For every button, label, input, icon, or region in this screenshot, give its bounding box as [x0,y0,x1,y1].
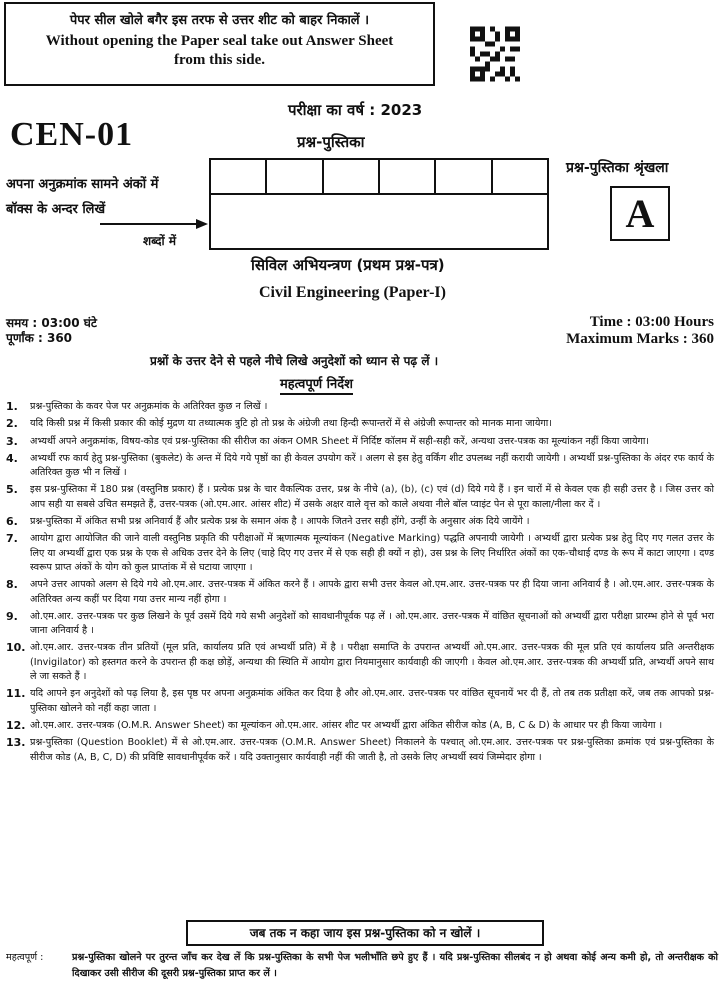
subject-english: Civil Engineering (Paper-I) [259,284,446,301]
instruction-text: अपने उत्तर आपको अलग से दिये गये ओ.एम.आर. उत्तर-पत्रक में अंकित करने हैं । आपके द्वारा सभी उत्तर केवल ओ.एम.आर. उत्तर-पत्रक पर ही दिया जाना अनिवार्य है । ओ.एम.आर. उत्तर-पत्रक के अतिरिक्त अन्य कहीं पर दिया गया उत्तर मान्य नहीं होगा । [30,579,714,605]
instruction-item [6,435,714,449]
instruction-number: 13. [6,736,26,750]
time-marks-hindi [6,316,97,346]
roll-number-instruction [6,172,206,222]
instruction-number: 5. [6,483,18,497]
instruction-text: प्रश्न-पुस्तिका में अंकित सभी प्रश्न अनिवार्य हैं और प्रत्येक प्रश्न के समान अंक है । आपके जितने उत्तर सही होंगे, उन्हीं के अनुसार अंक दिये जायेंगे । [30,516,530,528]
instruction-item [6,452,714,481]
instruction-item [6,400,714,414]
seal-notice-english-line2: from this side. [174,52,265,68]
exam-year: परीक्षा का वर्ष : 2023 [288,101,423,119]
instruction-item [6,641,714,684]
instruction-text: ओ.एम.आर. उत्तर-पत्रक तीन प्रतियों (मूल प्रति, कार्यालय प्रति एवं अभ्यर्थी प्रति) में है । परीक्षा समाप्ति के उपरान्त अभ्यर्थी ओ.एम.आर. उत्तर-पत्रक की मूल प्रति एवं कार्यालय प्रति अन्तरीक्षक (Invigilator) को हस्तगत करने के उपरान्त ही कक्ष छोड़ें, अन्यथा की स्थिति में आयोग द्वारा नियमानुसार कार्यवाही की जाएगी । केवल ओ.एम.आर. उत्तर-पत्रक की अभ्यर्थी प्रति, अभ्यर्थी अपने साथ ले जा सकते हैं । [30,642,714,683]
series-value: A [610,186,670,241]
qr-code-icon [470,26,520,82]
important-note-text: प्रश्न-पुस्तिका खोलने पर तुरन्त जाँच कर देख लें कि प्रश्न-पुस्तिका के सभी पेज भलीभाँति छपे हुए हैं । यदि प्रश्न-पुस्तिका सीलबंद न हो अथवा कोई अन्य कमी हो, तो अन्तरीक्षक को दिखाकर उसी सीरीज की दूसरी प्रश्न-पुस्तिका प्राप्त कर लें । [72,952,718,979]
do-not-open-banner: जब तक न कहा जाय इस प्रश्न-पुस्तिका को न खोलें । [186,920,544,946]
roll-instruction-line2: बॉक्स के अन्दर लिखें [6,202,106,217]
important-instructions-heading: महत्वपूर्ण निर्देश [280,374,353,395]
instruction-item [6,483,714,512]
roll-number-digit-boxes[interactable] [209,158,549,195]
instruction-number: 8. [6,578,18,592]
instruction-number: 3. [6,434,18,448]
important-label: महत्वपूर्ण : [6,952,44,963]
instruction-item [6,687,714,716]
instruction-text: इस प्रश्न-पुस्तिका में 180 प्रश्न (वस्तुनिष्ठ प्रकार) हैं । प्रत्येक प्रश्न के चार वैकल्पिक उत्तर, प्रश्न के नीचे (a), (b), (c) एवं (d) दिये गये हैं । इन चारों में से केवल एक ही सही उत्तर है । जिस उत्तर को आप सही या सबसे उचित समझते हैं, उत्तर-पत्रक (ओ.एम.आर. आंसर शीट) में उसके अक्षर वाले वृत्त को काले अथवा नीले बॉल प्वाइंट पेन से पूरा काला/नीला कर दें । [30,484,714,510]
roll-digit-box[interactable] [211,160,267,193]
instruction-number: 9. [6,609,18,623]
roll-number-words-box[interactable] [209,193,549,250]
marks-english: Maximum Marks : 360 [566,331,714,347]
instruction-item [6,515,714,529]
instruction-number: 2. [6,417,18,431]
instruction-text: ओ.एम.आर. उत्तर-पत्रक (O.M.R. Answer Sheet) का मूल्यांकन ओ.एम.आर. आंसर शीट पर अभ्यर्थी द्वारा अंकित सीरीज कोड (A, B, C & D) के आधार पर ही किया जायेगा । [30,719,663,731]
instruction-number: 4. [6,451,18,465]
roll-digit-box[interactable] [324,160,380,193]
roll-digit-box[interactable] [267,160,323,193]
instructions-list [6,400,714,768]
instruction-item [6,532,714,575]
roll-digit-box[interactable] [493,160,547,193]
subject-hindi: सिविल अभियन्त्रण (प्रथम प्रश्न-पत्र) [251,256,445,274]
instruction-number: 10. [6,641,26,655]
booklet-title: प्रश्न-पुस्तिका [297,133,365,151]
arrow-right-icon [100,218,208,230]
marks-hindi: पूर्णांक : 360 [6,331,73,345]
instruction-text: प्रश्न-पुस्तिका (Question Booklet) में से ओ.एम.आर. उत्तर-पत्रक (O.M.R. Answer Sheet) निकालने के पश्चात् ओ.एम.आर. उत्तर-पत्रक पर प्रश्न-पुस्तिका क्रमांक एवं प्रश्न-पुस्तिका के सीरीज कोड (A, B, C, D) की प्रविष्टि सावधानीपूर्वक करें । यदि उक्तानुसार कार्यवाही नहीं की जाती है, तो उसके लिए अभ्यर्थी स्वयं जिम्मेदार होगा । [30,737,714,763]
instruction-item [6,610,714,639]
roll-digit-box[interactable] [436,160,492,193]
instruction-number: 6. [6,515,18,529]
instruction-item [6,719,714,733]
seal-notice-english-line1: Without opening the Paper seal take out Answer Sheet [45,33,394,49]
series-label: प्रश्न-पुस्तिका श्रृंखला [566,160,669,176]
instruction-text: यदि आपने इन अनुदेशों को पढ़ लिया है, इस पृष्ठ पर अपना अनुक्रमांक अंकित कर दिया है और ओ.एम.आर. उत्तर-पत्रक पर वांछित सूचनायें भर दी हैं, तो तब तक प्रतीक्षा करें, जब तक आपको प्रश्न-पुस्तिका खोलने को नहीं कहा जाता । [30,688,714,714]
instruction-number: 1. [6,400,18,413]
instruction-item [6,578,714,607]
instruction-number: 11. [6,687,26,701]
instruction-text: अभ्यर्थी अपने अनुक्रमांक, विषय-कोड एवं प्रश्न-पुस्तिका की सीरीज का अंकन OMR Sheet में निर्दिष्ट कॉलम में सही-सही करें, अन्यथा उत्तर-पत्रक का मूल्यांकन नहीं किया जायेगा। [30,435,650,447]
instruction-text: प्रश्न-पुस्तिका के कवर पेज पर अनुक्रमांक के अतिरिक्त कुछ न लिखें । [30,401,268,412]
seal-notice-hindi: पेपर सील खोले बगैर इस तरफ से उत्तर शीट को बाहर निकालें । [69,13,370,28]
instruction-text: ओ.एम.आर. उत्तर-पत्रक पर कुछ लिखने के पूर्व उसमें दिये गये सभी अनुदेशों को सावधानीपूर्वक पढ़ लें । ओ.एम.आर. उत्तर-पत्रक में वांछित सूचनाओं को अभ्यर्थी द्वारा परीक्षा प्रारम्भ होने से पूर्व भरा जाना अनिवार्य है । [30,610,714,637]
time-marks-english [566,314,714,348]
instruction-item [6,417,714,431]
instruction-text: आयोग द्वारा आयोजित की जाने वाली वस्तुनिष्ठ प्रकृति की परीक्षाओं में ऋणात्मक मूल्यांकन (Negative Marking) पद्धति अपनायी जायेगी । अभ्यर्थी द्वारा प्रत्येक प्रश्न हेतु दिए गए गलत उत्तर के लिए या अभ्यर्थी द्वारा एक प्रश्न के एक से अधिक उत्तर देने के लिए (चाहे दिए गए उत्तर में से एक सही ही क्यों न हो), उस प्रश्न के लिए निर्धारित अंकों का एक-चौथाई दण्ड के रूप में काटा जाएगा । दण्ड स्वरूप प्राप्त अंकों के योग को कुल प्राप्तांक में से घटाया जाएगा । [30,533,714,573]
read-instructions-note: प्रश्नों के उत्तर देने से पहले नीचे लिखे अनुदेशों को ध्यान से पढ़ लें । [150,354,439,368]
instruction-text: यदि किसी प्रश्न में किसी प्रकार की कोई मुद्रण या तथ्यात्मक त्रुटि हो तो प्रश्न के अंग्रेजी तथा हिन्दी रूपान्तरों में से अंग्रेजी रूपान्तर को मानक माना जायेगा। [30,418,552,430]
in-words-label: शब्दों में [143,234,176,248]
paper-code: CEN-01 [10,116,134,153]
roll-instruction-line1: अपना अनुक्रमांक सामने अंकों में [6,177,159,192]
roll-digit-box[interactable] [380,160,436,193]
instruction-number: 12. [6,718,26,732]
instruction-number: 7. [6,532,18,546]
time-english: Time : 03:00 Hours [589,314,714,330]
important-note [6,950,718,982]
instruction-text: अभ्यर्थी रफ कार्य हेतु प्रश्न-पुस्तिका (बुकलेट) के अन्त में दिये गये पृष्ठों का ही केवल उपयोग करें । अलग से इस हेतु वर्किंग शीट उपलब्ध नहीं करायी जायेगी । अभ्यर्थी प्रश्न-पुस्तिका के अंदर रफ कार्य के अतिरिक्त कुछ भी न लिखें । [30,452,714,479]
seal-notice-box [4,2,435,86]
time-hindi: समय : 03:00 घंटे [6,316,97,330]
instruction-item [6,736,714,765]
